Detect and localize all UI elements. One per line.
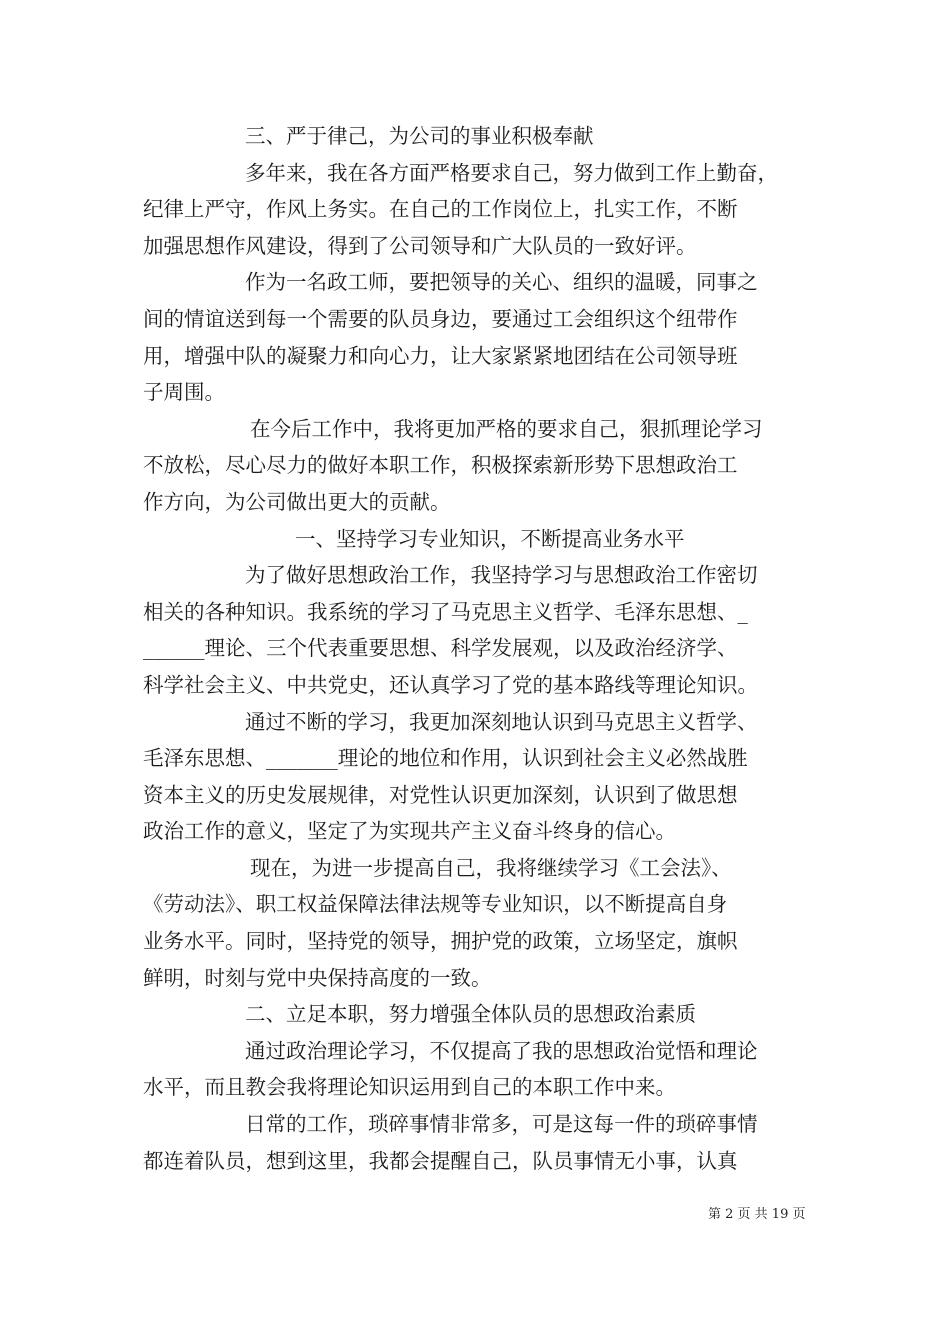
text-line: 一、坚持学习专业知识，不断提高业务水平 <box>295 526 685 551</box>
text-line: 作为一名政工师，要把领导的关心、组织的温暖，同事之 <box>245 270 758 295</box>
text-line: 资本主义的历史发展规律，对党性认识更加深刻，认识到了做思想 <box>143 782 738 807</box>
page-number: 第 2 页 共 19 页 <box>708 1207 806 1222</box>
text-line: 政治工作的意义，坚定了为实现共产主义奋斗终身的信心。 <box>143 819 676 844</box>
text-line: 为了做好思想政治工作，我坚持学习与思想政治工作密切 <box>245 563 758 588</box>
text-line: 用，增强中队的凝聚力和向心力，让大家紧紧地团结在公司领导班 <box>143 343 738 368</box>
text-line: 通过不断的学习，我更加深刻地认识到马克思主义哲学、 <box>245 709 758 734</box>
text-line: 在今后工作中，我将更加严格的要求自己，狠抓理论学习 <box>250 416 763 441</box>
text-line: 加强思想作风建设，得到了公司领导和广大队员的一致好评。 <box>143 233 697 258</box>
text-line: 现在，为进一步提高自己，我将继续学习《工会法》、 <box>250 855 732 880</box>
text-line: 不放松，尽心尽力的做好本职工作，积极探索新形势下思想政治工 <box>143 453 738 478</box>
text-line: 日常的工作，琐碎事情非常多，可是这每一件的琐碎事情 <box>245 1112 758 1137</box>
text-line: 纪律上严守，作风上务实。在自己的工作岗位上，扎实工作，不断 <box>143 197 738 222</box>
text-line: 鲜明，时刻与党中央保持高度的一致。 <box>143 965 492 990</box>
text-line: 子周围。 <box>143 380 225 405</box>
text-line: 间的情谊送到每一个需要的队员身边，要通过工会组织这个纽带作 <box>143 306 738 331</box>
text-line: 毛泽东思想、_______理论的地位和作用，认识到社会主义必然战胜 <box>143 746 748 771</box>
text-line: 科学社会主义、中共党史，还认真学习了党的基本路线等理论知识。 <box>143 672 758 697</box>
text-line: 相关的各种知识。我系统的学习了马克思主义哲学、毛泽东思想、_ <box>143 599 748 624</box>
text-line: 水平，而且教会我将理论知识运用到自己的本职工作中来。 <box>143 1075 676 1100</box>
text-line: 多年来，我在各方面严格要求自己，努力做到工作上勤奋， <box>245 160 778 185</box>
document-body <box>143 118 813 1179</box>
text-line: 通过政治理论学习，不仅提高了我的思想政治觉悟和理论 <box>245 1038 758 1063</box>
text-line: ______理论、三个代表重要思想、科学发展观，以及政治经济学、 <box>143 636 738 661</box>
text-line: 《劳动法》、职工权益保障法律法规等专业知识，以不断提高自身 <box>143 892 728 917</box>
text-line: 都连着队员，想到这里，我都会提醒自己，队员事情无小事，认真 <box>143 1148 738 1173</box>
text-line: 二、立足本职，努力增强全体队员的思想政治素质 <box>245 1002 696 1027</box>
text-line: 三、严于律己，为公司的事业积极奉献 <box>245 124 594 148</box>
text-line: 业务水平。同时，坚持党的领导，拥护党的政策，立场坚定，旗帜 <box>143 929 738 954</box>
text-line: 作方向，为公司做出更大的贡献。 <box>143 489 451 514</box>
